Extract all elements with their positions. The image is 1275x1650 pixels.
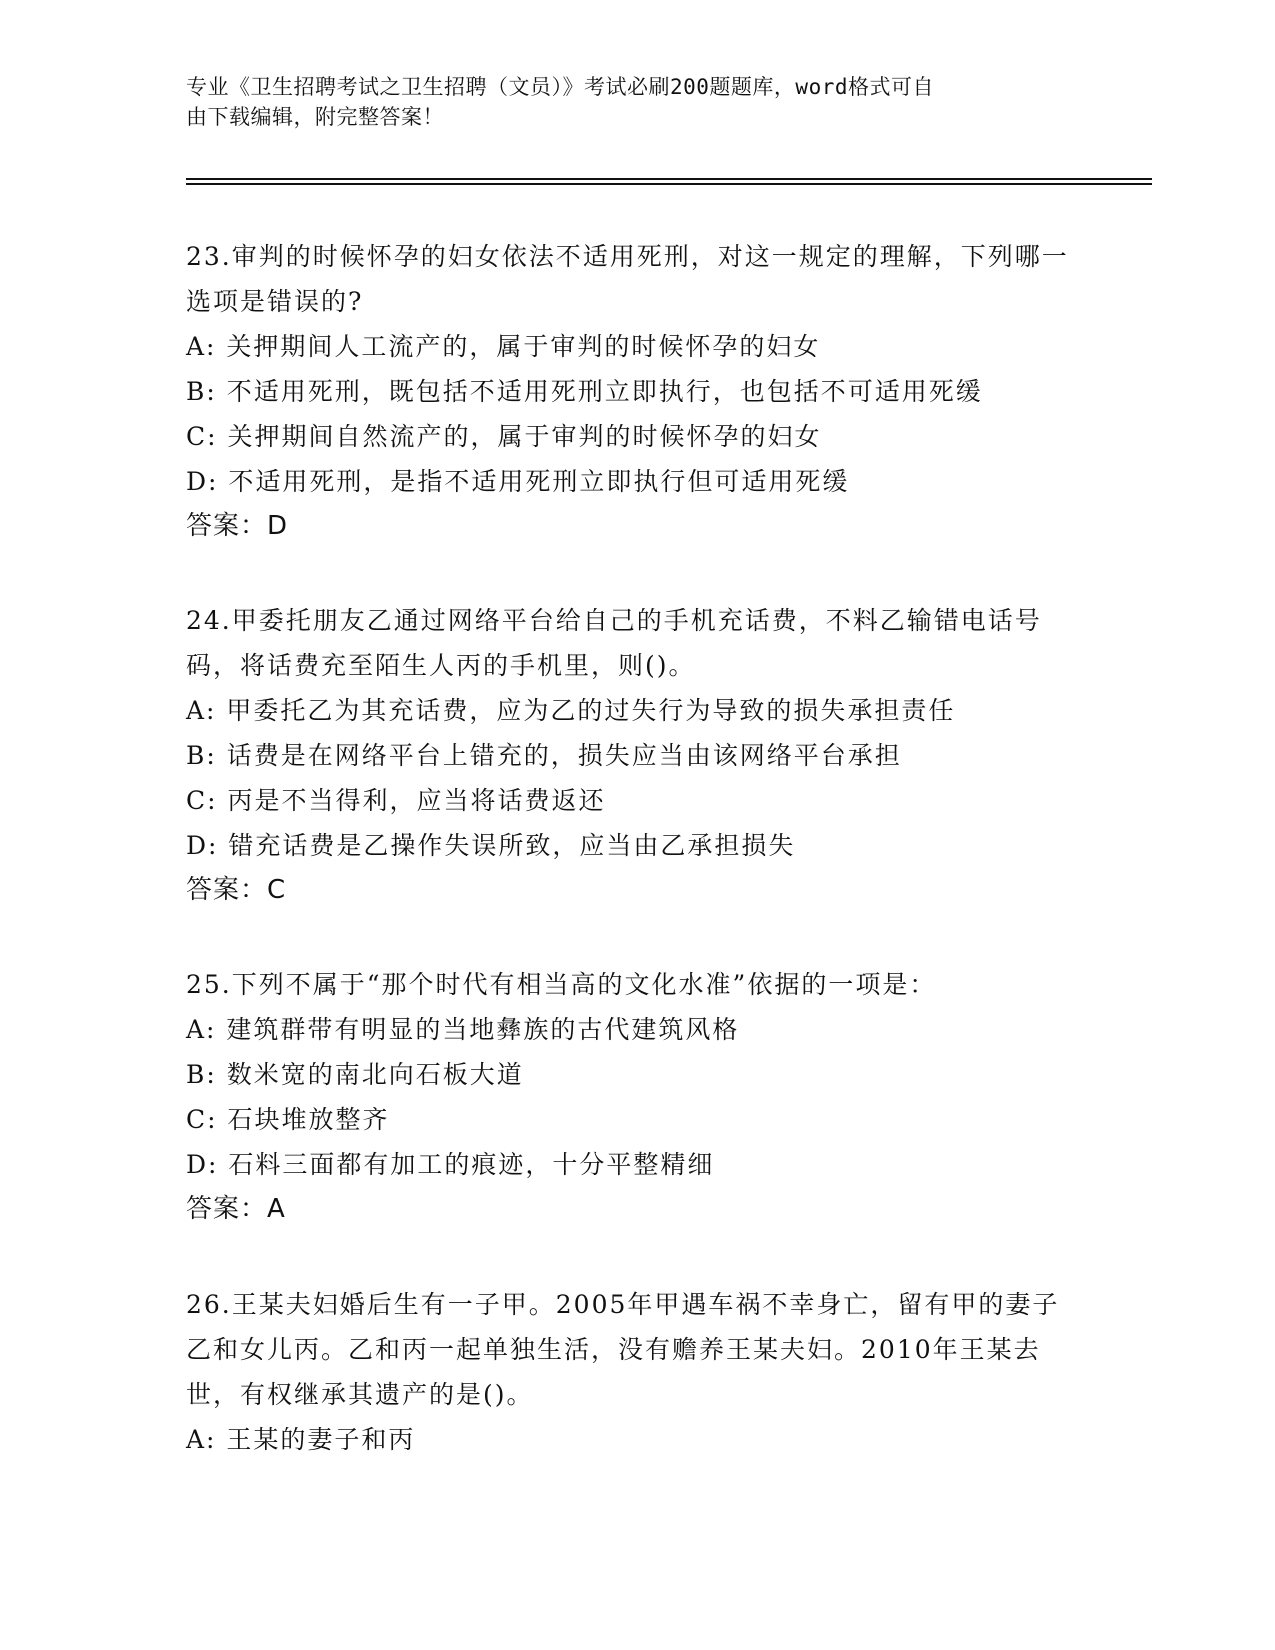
option-b: B: 数米宽的南北向石板大道 [186, 1060, 524, 1089]
question-stem: 25.下列不属于“那个时代有相当高的文化水准”依据的一项是： [186, 970, 937, 999]
answer-label: 答案：C [186, 875, 287, 905]
option-d: D: 不适用死刑，是指不适用死刑立即执行但可适用死缓 [186, 467, 850, 496]
question-stem: 24.甲委托朋友乙通过网络平台给自己的手机充话费，不料乙输错电话号码，将话费充至陌生人丙的手机里，则()。 [186, 606, 1042, 680]
question-25 [186, 962, 1086, 1232]
question-23 [186, 234, 1086, 549]
question-24 [186, 598, 1086, 913]
option-b: B: 话费是在网络平台上错充的，损失应当由该网络平台承担 [186, 741, 902, 770]
answer-label: 答案：A [186, 1194, 286, 1224]
option-a: A: 关押期间人工流产的，属于审判的时候怀孕的妇女 [186, 332, 821, 361]
option-b: B: 不适用死刑，既包括不适用死刑立即执行，也包括不可适用死缓 [186, 377, 983, 406]
option-a: A: 建筑群带有明显的当地彝族的古代建筑风格 [186, 1015, 740, 1044]
option-a: A: 王某的妻子和丙 [186, 1425, 416, 1454]
option-c: C: 石块堆放整齐 [186, 1105, 390, 1134]
question-26 [186, 1282, 1086, 1462]
option-a: A: 甲委托乙为其充话费，应为乙的过失行为导致的损失承担责任 [186, 696, 956, 725]
header-line-2: 由下载编辑，附完整答案！ [186, 105, 444, 129]
answer-label: 答案：D [186, 511, 289, 541]
header-line-1: 专业《卫生招聘考试之卫生招聘（文员）》考试必刷200题题库，word格式可自 [186, 75, 934, 99]
option-d: D: 错充话费是乙操作失误所致，应当由乙承担损失 [186, 831, 796, 860]
option-d: D: 石料三面都有加工的痕迹，十分平整精细 [186, 1150, 715, 1179]
document-header [186, 72, 1086, 132]
option-c: C: 丙是不当得利，应当将话费返还 [186, 786, 606, 815]
question-stem: 23.审判的时候怀孕的妇女依法不适用死刑，对这一规定的理解，下列哪一选项是错误的? [186, 242, 1069, 316]
question-stem: 26.王某夫妇婚后生有一子甲。2005年甲遇车祸不幸身亡，留有甲的妻子乙和女儿丙。乙和丙一起单独生活，没有赡养王某夫妇。2010年王某去世，有权继承其遗产的是()。 [186, 1290, 1060, 1409]
header-divider-bottom [186, 183, 1152, 185]
option-c: C: 关押期间自然流产的，属于审判的时候怀孕的妇女 [186, 422, 822, 451]
header-divider-top [186, 178, 1152, 180]
